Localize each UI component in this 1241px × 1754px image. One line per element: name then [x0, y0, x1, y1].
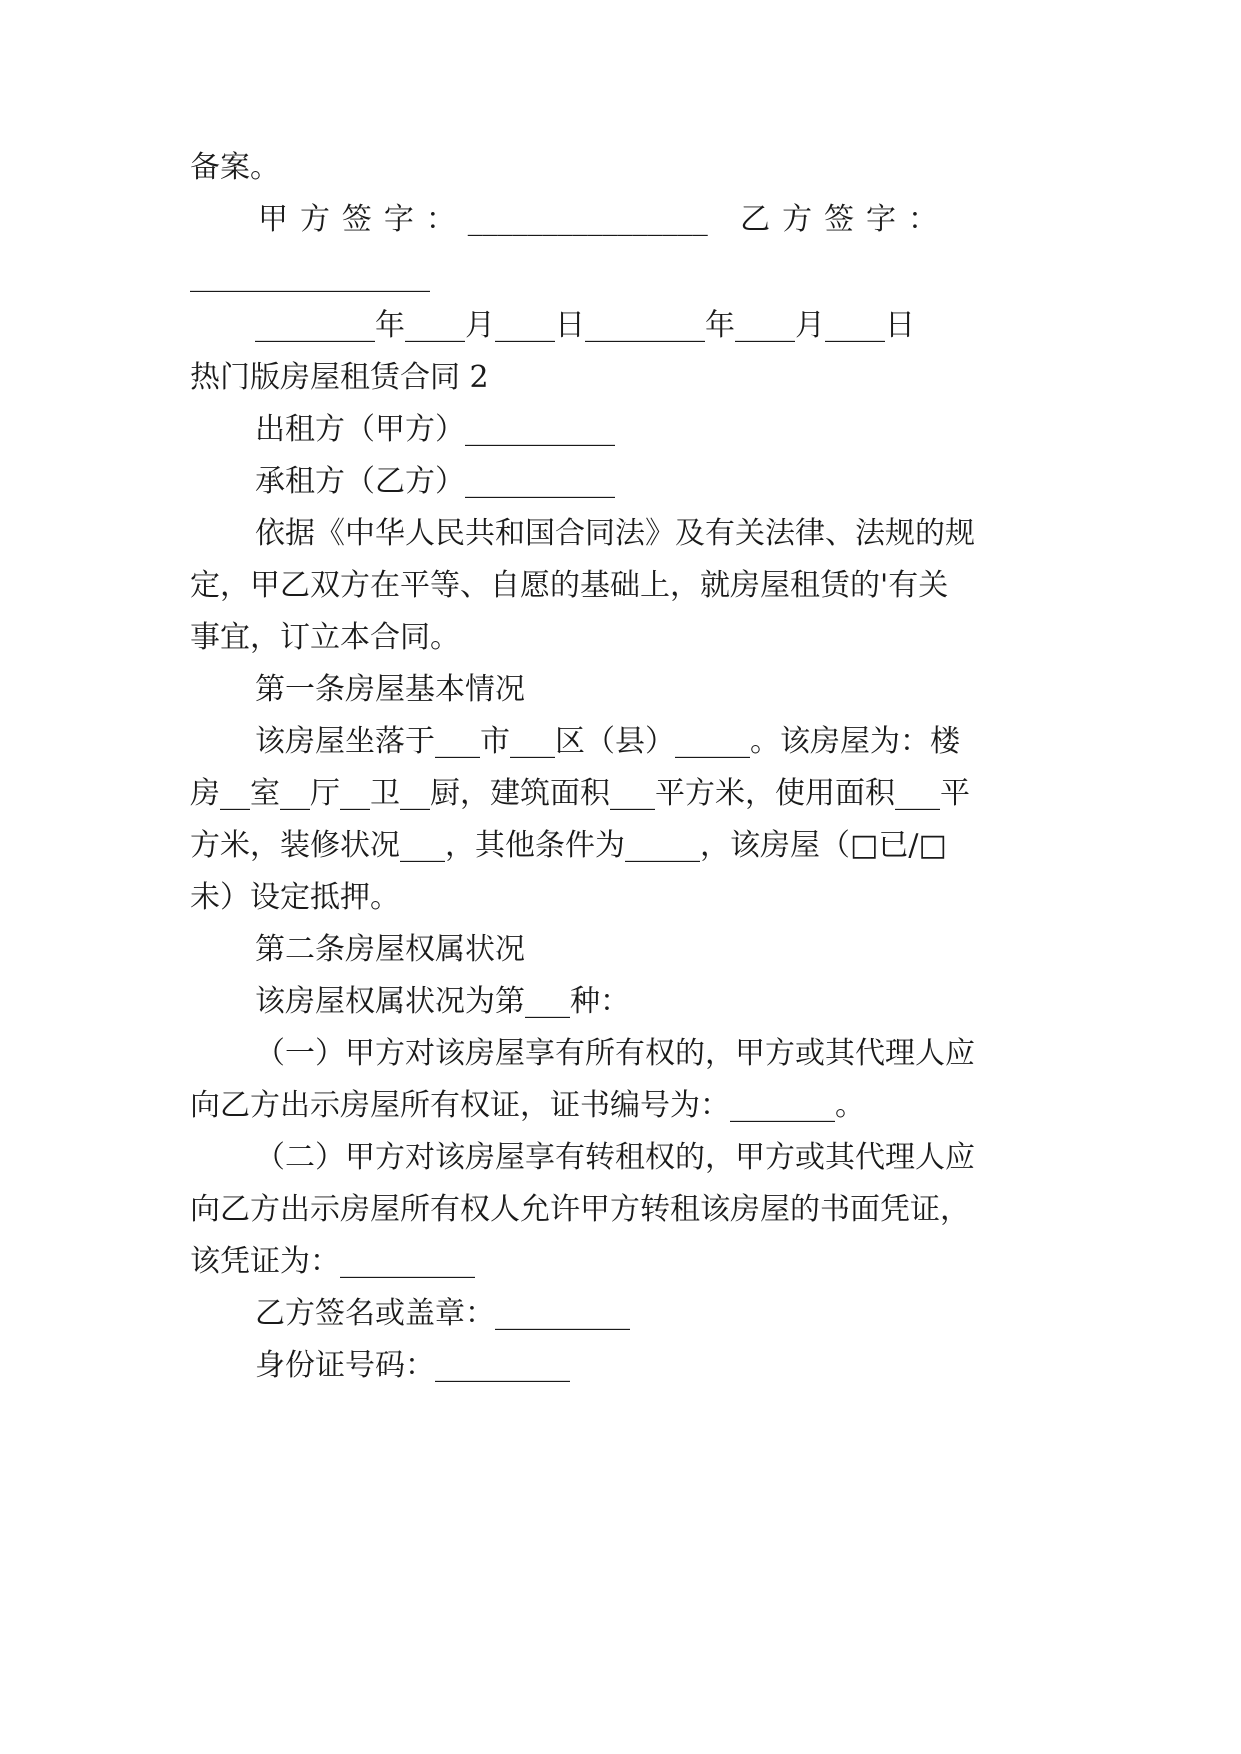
lessor-line: 出租方（甲方）__________	[255, 412, 615, 447]
section-heading: 第一条房屋基本情况	[255, 672, 525, 707]
text-line: （二）甲方对该房屋享有转租权的，甲方或其代理人应	[255, 1140, 975, 1175]
text-line: 向乙方出示房屋所有权人允许甲方转租该房屋的书面凭证，	[190, 1192, 970, 1227]
text-line: 该凭证为：_________	[190, 1244, 475, 1279]
text-line: 备案。	[190, 150, 280, 185]
section-heading: 第二条房屋权属状况	[255, 932, 525, 967]
text-line: （一）甲方对该房屋享有所有权的，甲方或其代理人应	[255, 1036, 975, 1071]
signature-blank: ________________	[190, 258, 430, 293]
id-number-line: 身份证号码：_________	[255, 1348, 570, 1383]
date-row: ________年____月____日________年____月____日	[255, 308, 915, 343]
lessee-line: 承租方（乙方）__________	[255, 464, 615, 499]
text-line: 向乙方出示房屋所有权证，证书编号为：_______。	[190, 1088, 865, 1123]
text-line: 房__室__厅__卫__厨，建筑面积___平方米，使用面积___平	[190, 776, 970, 811]
text-line: 定，甲乙双方在平等、自愿的基础上，就房屋租赁的'有关	[190, 568, 949, 603]
signature-line: 乙方签名或盖章：_________	[255, 1296, 630, 1331]
text-line: 该房屋坐落于___市___区（县）_____。该房屋为：楼	[255, 724, 960, 759]
contract-title: 热门版房屋租赁合同 2	[190, 360, 489, 395]
text-line: 未）设定抵押。	[190, 880, 400, 915]
text-line: 方米，装修状况___，其他条件为_____，该房屋（□已/□	[190, 828, 947, 863]
text-line: 该房屋权属状况为第___种：	[255, 984, 630, 1019]
text-line: 事宜，订立本合同。	[190, 620, 460, 655]
text-line: 依据《中华人民共和国合同法》及有关法律、法规的规	[255, 516, 975, 551]
signature-row: 甲 方 签 字 ： ________________ 乙 方 签 字 ：	[258, 202, 938, 237]
